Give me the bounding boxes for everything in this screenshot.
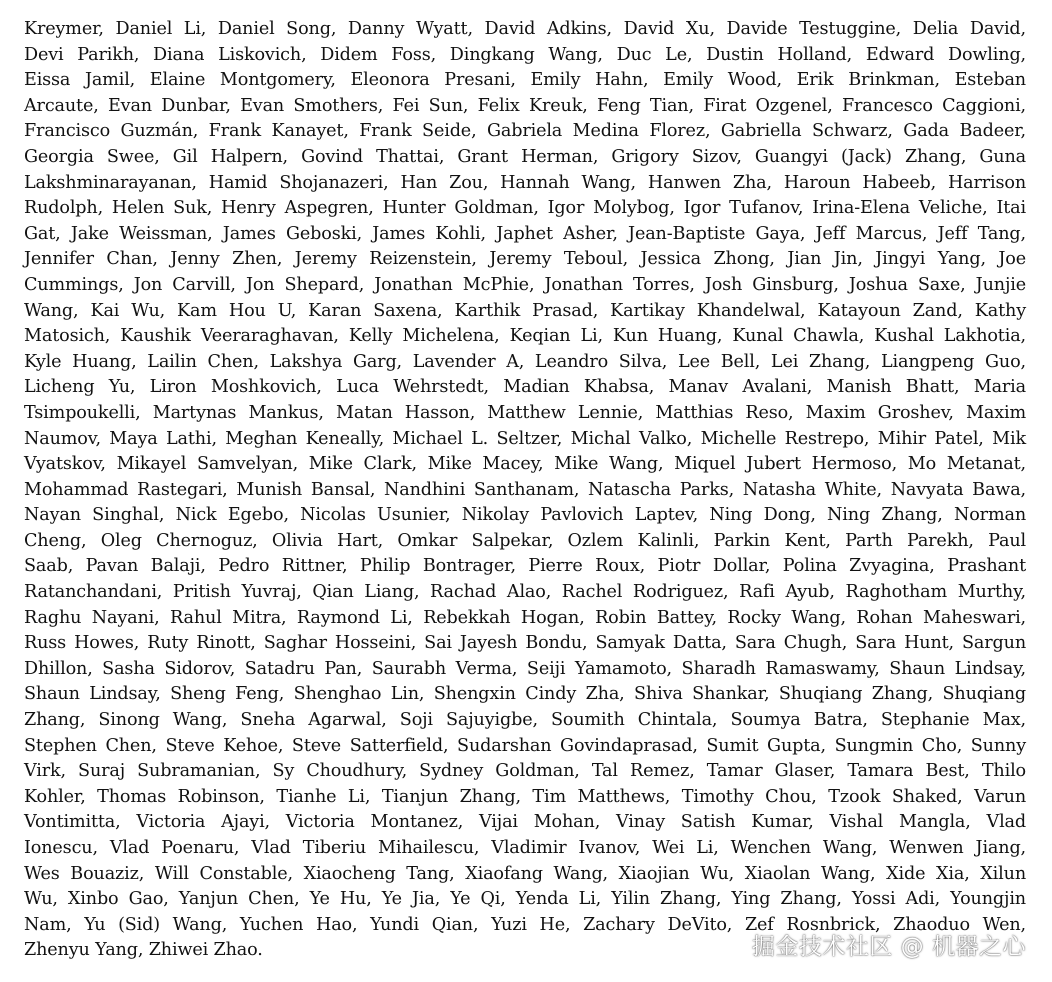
author-list-line: Dhillon, Sasha Sidorov, Satadru Pan, Saurabh Verma, Seiji Yamamoto, Sharadh Ramaswamy, Shaun Lindsay, bbox=[24, 658, 1026, 679]
author-list-line: Saab, Pavan Balaji, Pedro Rittner, Philip Bontrager, Pierre Roux, Piotr Dollar, Polina Zvyagina, Prashant bbox=[24, 556, 1026, 577]
author-list-line: Devi Parikh, Diana Liskovich, Didem Foss, Dingkang Wang, Duc Le, Dustin Holland, Edward Dowling, bbox=[24, 44, 1026, 65]
author-list-line: Georgia Swee, Gil Halpern, Govind Thattai, Grant Herman, Grigory Sizov, Guangyi (Jack) Zhang, Guna bbox=[24, 146, 1026, 167]
author-list-line: Cummings, Jon Carvill, Jon Shepard, Jonathan McPhie, Jonathan Torres, Josh Ginsburg, Joshua Saxe, Junjie bbox=[24, 274, 1026, 295]
author-list-paragraph bbox=[24, 17, 1026, 964]
author-list-line: Zhang, Sinong Wang, Sneha Agarwal, Soji Sajuyigbe, Soumith Chintala, Soumya Batra, Stephanie Max, bbox=[24, 710, 1026, 731]
author-list-line: Cheng, Oleg Chernoguz, Olivia Hart, Omkar Salpekar, Ozlem Kalinli, Parkin Kent, Parth Parekh, Paul bbox=[24, 530, 1026, 551]
author-list-line: Gat, Jake Weissman, James Geboski, James Kohli, Japhet Asher, Jean-Baptiste Gaya, Jeff Marcus, Jeff Tang, bbox=[24, 223, 1026, 244]
author-list-line: Wang, Kai Wu, Kam Hou U, Karan Saxena, Karthik Prasad, Kartikay Khandelwal, Katayoun Zand, Kathy bbox=[24, 300, 1026, 321]
author-list-line: Shaun Lindsay, Sheng Feng, Shenghao Lin, Shengxin Cindy Zha, Shiva Shankar, Shuqiang Zhang, Shuqiang bbox=[24, 684, 1026, 705]
author-list-line: Lakshminarayanan, Hamid Shojanazeri, Han Zou, Hannah Wang, Hanwen Zha, Haroun Habeeb, Harrison bbox=[24, 172, 1026, 193]
author-list-line: Matosich, Kaushik Veeraraghavan, Kelly Michelena, Keqian Li, Kun Huang, Kunal Chawla, Kushal Lakhotia, bbox=[24, 326, 1026, 347]
author-list-line: Vontimitta, Victoria Ajayi, Victoria Montanez, Vijai Mohan, Vinay Satish Kumar, Vishal Mangla, Vlad bbox=[24, 812, 1026, 833]
author-list-line: Nayan Singhal, Nick Egebo, Nicolas Usunier, Nikolay Pavlovich Laptev, Ning Dong, Ning Zhang, Norman bbox=[24, 505, 1026, 526]
author-list-line: Rudolph, Helen Suk, Henry Aspegren, Hunter Goldman, Igor Molybog, Igor Tufanov, Irina-Elena Veliche, Itai bbox=[24, 198, 1026, 219]
author-list-line: Kyle Huang, Lailin Chen, Lakshya Garg, Lavender A, Leandro Silva, Lee Bell, Lei Zhang, Liangpeng Guo, bbox=[24, 351, 1026, 372]
author-list-line: Naumov, Maya Lathi, Meghan Keneally, Michael L. Seltzer, Michal Valko, Michelle Restrepo, Mihir Patel, Mik bbox=[24, 428, 1026, 449]
author-list-line: Vyatskov, Mikayel Samvelyan, Mike Clark, Mike Macey, Mike Wang, Miquel Jubert Hermoso, Mo Metanat, bbox=[24, 454, 1026, 475]
author-list-line: Arcaute, Evan Dunbar, Evan Smothers, Fei Sun, Felix Kreuk, Feng Tian, Firat Ozgenel, Francesco Caggioni, bbox=[24, 95, 1026, 116]
author-list-line: Ionescu, Vlad Poenaru, Vlad Tiberiu Mihailescu, Vladimir Ivanov, Wei Li, Wenchen Wang, Wenwen Jiang, bbox=[24, 838, 1026, 858]
author-list-line: Virk, Suraj Subramanian, Sy Choudhury, Sydney Goldman, Tal Remez, Tamar Glaser, Tamara Best, Thilo bbox=[24, 761, 1026, 782]
author-list-line: Jennifer Chan, Jenny Zhen, Jeremy Reizenstein, Jeremy Teboul, Jessica Zhong, Jian Jin, Jingyi Yang, Joe bbox=[24, 249, 1026, 270]
author-list-line-last: Zhenyu Yang, Zhiwei Zhao. bbox=[24, 940, 263, 961]
author-list-line: Kreymer, Daniel Li, Daniel Song, Danny Wyatt, David Adkins, David Xu, Davide Testuggine, Delia David, bbox=[24, 19, 1026, 39]
author-list-line: Ratanchandani, Pritish Yuvraj, Qian Liang, Rachad Alao, Rachel Rodriguez, Rafi Ayub, Raghotham Murthy, bbox=[24, 582, 1026, 603]
author-list-line: Stephen Chen, Steve Kehoe, Steve Satterfield, Sudarshan Govindaprasad, Sumit Gupta, Sungmin Cho, Sunny bbox=[24, 735, 1026, 756]
author-list-line: Raghu Nayani, Rahul Mitra, Raymond Li, Rebekkah Hogan, Robin Battey, Rocky Wang, Rohan Maheswari, bbox=[24, 607, 1026, 628]
author-list-line: Nam, Yu (Sid) Wang, Yuchen Hao, Yundi Qian, Yuzi He, Zachary DeVito, Zef Rosnbrick, Zhaoduo Wen, bbox=[24, 914, 1026, 935]
author-list-line: Francisco Guzmán, Frank Kanayet, Frank Seide, Gabriela Medina Florez, Gabriella Schwarz, Gada Badeer, bbox=[24, 121, 1026, 142]
author-list-line: Kohler, Thomas Robinson, Tianhe Li, Tianjun Zhang, Tim Matthews, Timothy Chou, Tzook Shaked, Varun bbox=[24, 786, 1026, 807]
watermark: 掘金技术社区 @ 机器之心 bbox=[751, 934, 1026, 960]
author-list-line: Licheng Yu, Liron Moshkovich, Luca Wehrstedt, Madian Khabsa, Manav Avalani, Manish Bhatt, Maria bbox=[24, 377, 1026, 398]
author-list-line: Tsimpoukelli, Martynas Mankus, Matan Hasson, Matthew Lennie, Matthias Reso, Maxim Groshev, Maxim bbox=[24, 402, 1026, 423]
author-list-line: Wu, Xinbo Gao, Yanjun Chen, Ye Hu, Ye Jia, Ye Qi, Yenda Li, Yilin Zhang, Ying Zhang, Yossi Adi, Youngjin bbox=[24, 889, 1026, 910]
author-list-line: Wes Bouaziz, Will Constable, Xiaocheng Tang, Xiaofang Wang, Xiaojian Wu, Xiaolan Wang, Xide Xia, Xilun bbox=[24, 863, 1026, 884]
author-list-line: Mohammad Rastegari, Munish Bansal, Nandhini Santhanam, Natascha Parks, Natasha White, Navyata Bawa, bbox=[24, 479, 1026, 500]
author-list-line: Russ Howes, Ruty Rinott, Saghar Hosseini, Sai Jayesh Bondu, Samyak Datta, Sara Chugh, Sara Hunt, Sargun bbox=[24, 633, 1026, 654]
author-list-line: Eissa Jamil, Elaine Montgomery, Eleonora Presani, Emily Hahn, Emily Wood, Erik Brinkman, Esteban bbox=[24, 70, 1026, 91]
